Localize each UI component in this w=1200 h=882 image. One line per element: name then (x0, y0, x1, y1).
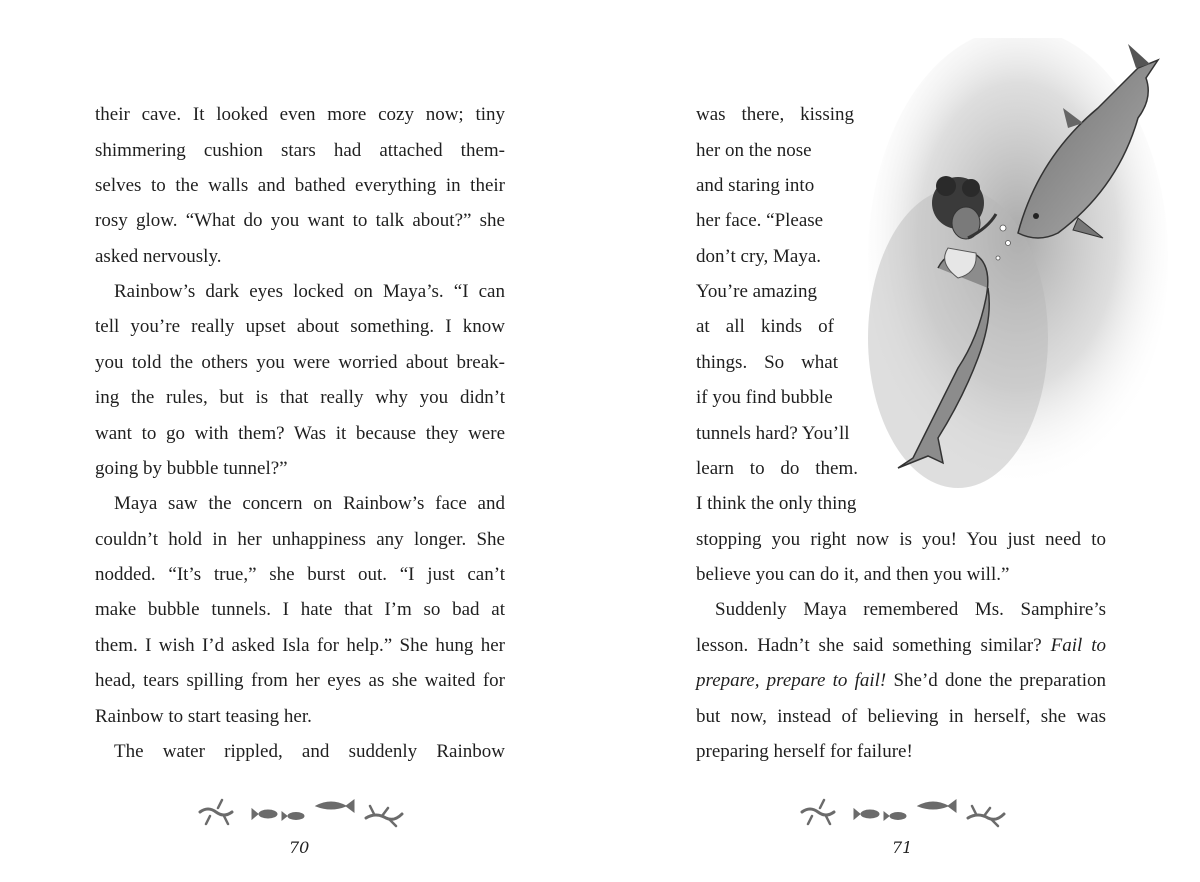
text-line: rosy glow. “What do you want to talk about?” she (95, 210, 505, 231)
page-number: 71 (892, 838, 913, 857)
right-page (600, 0, 1200, 882)
page-number: 70 (289, 838, 310, 857)
text-line: them. I wish I’d asked Isla for help.” She hung her (95, 635, 505, 656)
text-line: preparing herself for failure! (696, 741, 913, 762)
mermaid-dolphin-illustration-icon (868, 38, 1168, 498)
text-line: You’re amazing (696, 281, 818, 302)
text-line: want to go with them? Was it because they were (95, 423, 505, 444)
text-line: their cave. It looked even more cozy now; tiny (95, 104, 505, 125)
text-line: Suddenly Maya remembered Ms. Samphire’s (715, 599, 1106, 620)
italic-text: prepare, prepare to fail! (696, 670, 887, 691)
text-line (696, 669, 1106, 693)
text-line: was there, kissing (696, 104, 854, 125)
text-line: nodded. “It’s true,” she burst out. “I just can’t (95, 564, 505, 585)
text-line: stopping you right now is you! You just need to (696, 529, 1106, 550)
seaweed-fish-ornament-icon (196, 794, 406, 830)
text-line: head, tears spilling from her eyes as she waited for (95, 670, 505, 691)
text-line: I think the only thing (696, 493, 857, 514)
text-line: believe you can do it, and then you will.” (696, 564, 1010, 585)
italic-text: Fail to (1050, 635, 1107, 656)
text-line: shimmering cushion stars had attached them- (95, 140, 505, 161)
text-line: make bubble tunnels. I hate that I’m so bad at (95, 599, 505, 620)
text-span: She’d done the preparation (893, 670, 1107, 691)
text-line: things. So what (696, 352, 838, 373)
text-line: Rainbow to start teasing her. (95, 706, 312, 727)
text-line (696, 634, 1106, 658)
text-line: but now, instead of believing in herself, she was (696, 706, 1106, 727)
text-span: lesson. Hadn’t she said something similar? (696, 635, 1042, 656)
text-line: you told the others you were worried about break- (95, 352, 505, 373)
text-line: Rainbow’s dark eyes locked on Maya’s. “I can (114, 281, 505, 302)
text-line: don’t cry, Maya. (696, 246, 822, 267)
text-line: couldn’t hold in her unhappiness any longer. She (95, 529, 505, 550)
text-line: at all kinds of (696, 316, 834, 337)
text-line: The water rippled, and suddenly Rainbow (114, 741, 505, 762)
text-line: and staring into (696, 175, 815, 196)
text-line: her on the nose (696, 140, 812, 161)
text-line: tell you’re really upset about something. I know (95, 316, 505, 337)
text-line: tunnels hard? You’ll (696, 423, 850, 444)
text-line: her face. “Please (696, 210, 824, 231)
text-line: selves to the walls and bathed everything in their (95, 175, 505, 196)
text-line: ing the rules, but is that really why you didn’t (95, 387, 505, 408)
text-line: if you find bubble (696, 387, 833, 408)
text-line: going by bubble tunnel?” (95, 458, 288, 479)
seaweed-fish-ornament-icon (798, 794, 1008, 830)
text-line: learn to do them. (696, 458, 858, 479)
text-line: asked nervously. (95, 246, 222, 267)
text-line: Maya saw the concern on Rainbow’s face and (114, 493, 505, 514)
